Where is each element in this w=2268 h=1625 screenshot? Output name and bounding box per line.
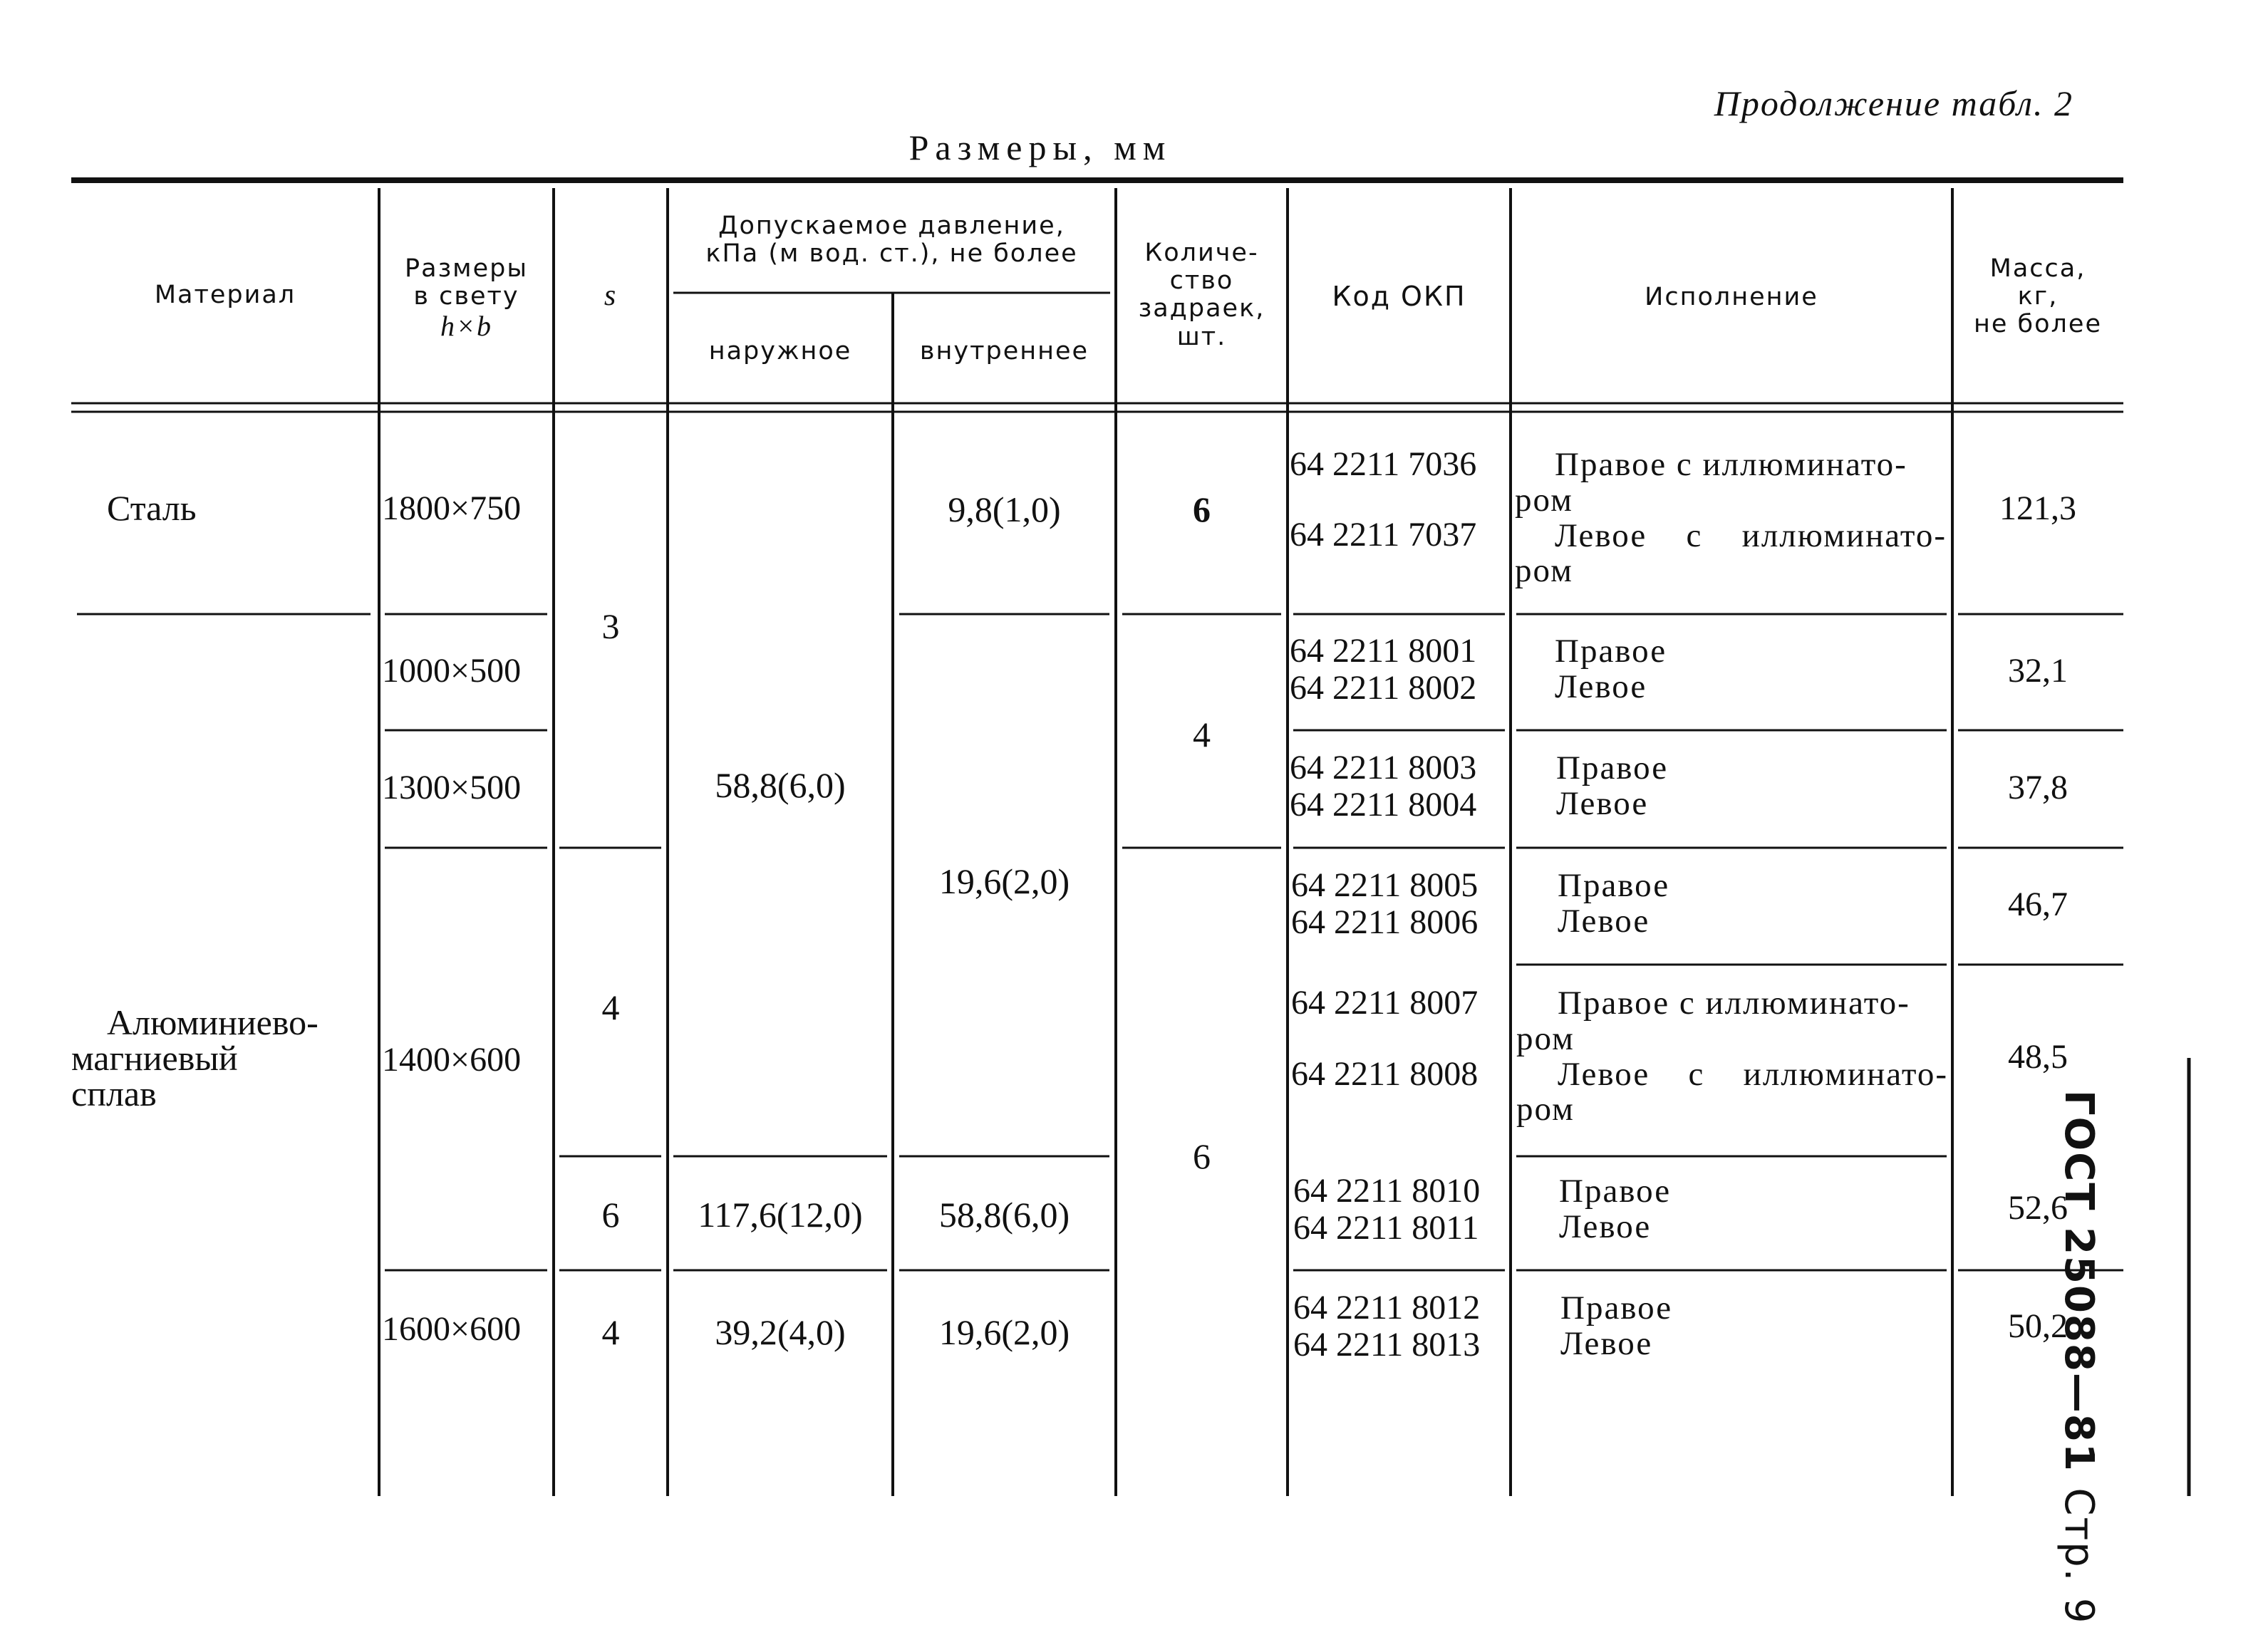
material-alloy [71,1004,319,1111]
page-number: 9 [2056,1597,2102,1625]
okp-code: 64 2211 8003 [1290,749,1477,786]
size-cell: 1300×500 [382,769,522,806]
col-header-size-line1: Размеры [405,254,528,283]
okp-code: 64 2211 8006 [1291,903,1479,941]
okp-code: 64 2211 8010 [1293,1172,1481,1210]
col-header-bolts [1116,239,1288,351]
col-header-pressure-line1: Допускаемое давление, [718,212,1065,240]
table-continuation-label: Продолжение табл. 2 [1714,83,2073,123]
col-header-mass-line2: кг, [2017,282,2059,311]
internal-pressure-cell: 19,6(2,0) [938,1312,1070,1352]
variant-cell [1516,986,1948,1128]
col-header-mass-line3: не более [1974,310,2102,339]
okp-code: 64 2211 8008 [1291,1055,1479,1093]
okp-code: 64 2211 7037 [1290,516,1477,554]
size-cell: 1600×600 [382,1310,522,1348]
variant-line: ром [1515,481,1573,519]
variant-word: с [1688,1055,1705,1093]
variant-line: Левое [1556,784,1649,822]
s-cell: 4 [601,987,620,1027]
material-alloy-line3: сплав [71,1074,157,1113]
standard-footer [2045,1090,2102,1625]
size-cell: 1000×500 [382,652,522,690]
col-header-s: s [604,279,618,312]
variant-line: Левое [1558,902,1650,940]
variant-word: иллюминато- [1741,516,1947,554]
external-pressure-cell: 117,6(12,0) [698,1195,863,1235]
variant-line: Левое [1555,668,1647,705]
okp-code: 64 2211 8001 [1290,632,1477,670]
col-header-bolts-line3: задраек, [1138,294,1265,323]
variant-line: Левое [1559,1208,1652,1245]
okp-code: 64 2211 8007 [1291,984,1479,1022]
variant-line: ром [1516,1019,1575,1057]
external-pressure-cell: 58,8(6,0) [715,765,846,805]
standard-number: ГОСТ 25088—81 [2056,1090,2102,1473]
variant-line: Правое с иллюминато- [1555,446,1907,483]
table-caption: Размеры, мм [908,128,1172,167]
variant-line [1516,1057,1948,1093]
col-header-pressure-group [668,212,1116,268]
okp-code: 64 2211 8005 [1291,866,1479,904]
size-cell: 1800×750 [382,489,522,527]
mass-cell: 52,6 [2008,1189,2068,1227]
variant-line: Правое [1558,867,1670,904]
okp-code: 64 2211 8013 [1293,1326,1481,1364]
variant-line: Правое с иллюминато- [1558,985,1910,1022]
okp-code: 64 2211 8004 [1290,786,1477,824]
variant-word: Левое [1558,1055,1650,1093]
variant-cell [1560,1291,1945,1362]
okp-code: 64 2211 8002 [1290,669,1477,707]
col-header-material: Материал [154,281,296,309]
okp-code: 64 2211 8011 [1293,1209,1479,1247]
variant-line: ром [1516,1091,1575,1128]
variant-line [1515,516,1947,554]
variant-cell [1558,868,1942,940]
col-header-size-line3: h×b [440,310,492,343]
page-label: Стр. [2056,1488,2102,1583]
variant-word: иллюминато- [1743,1055,1948,1093]
variant-line: Правое [1555,633,1667,670]
variant-cell [1555,634,1940,705]
material-alloy-line2: магниевый [71,1038,238,1078]
s-cell: 3 [601,606,620,646]
okp-code: 64 2211 7036 [1290,445,1477,483]
col-header-mass-line1: Масса, [1989,254,2086,283]
col-header-mass [1952,255,2123,339]
variant-line: ром [1515,552,1573,590]
col-header-okp: Код ОКП [1332,281,1466,312]
col-header-internal: внутреннее [919,337,1089,365]
bolts-cell: 4 [1193,715,1211,754]
material-steel: Сталь [107,488,197,528]
col-header-external: наружное [708,337,852,365]
col-header-bolts-line1: Количе- [1144,239,1259,267]
col-header-size-line2: в свету [413,282,519,311]
variant-cell [1515,447,1947,589]
variant-line: Правое [1559,1173,1672,1210]
col-header-variant: Исполнение [1645,283,1818,311]
mass-cell: 121,3 [1999,489,2076,527]
material-alloy-line1: Алюминиево- [107,1002,319,1042]
bolts-cell: 6 [1193,489,1211,529]
bolts-cell: 6 [1193,1136,1211,1176]
s-cell: 4 [601,1312,620,1352]
mass-cell: 32,1 [2008,652,2068,690]
internal-pressure-cell: 58,8(6,0) [938,1195,1070,1235]
variant-line: Правое [1556,749,1669,786]
variant-cell [1559,1174,1944,1245]
internal-pressure-cell: 9,8(1,0) [948,489,1061,529]
mass-cell: 37,8 [2008,769,2068,806]
variant-word: с [1686,516,1703,554]
col-header-bolts-line2: ство [1169,266,1234,296]
mass-cell: 50,2 [2008,1307,2068,1345]
mass-cell: 46,7 [2008,886,2068,923]
variant-line: Правое [1560,1289,1673,1327]
okp-code: 64 2211 8012 [1293,1289,1481,1327]
mass-cell: 48,5 [2008,1038,2068,1076]
col-header-pressure-line2: кПа (м вод. ст.), не более [705,239,1078,269]
variant-word: Левое [1555,516,1647,554]
size-cell: 1400×600 [382,1041,522,1079]
col-header-size [379,255,554,343]
internal-pressure-cell: 19,6(2,0) [938,861,1070,901]
external-pressure-cell: 39,2(4,0) [715,1312,846,1352]
col-header-bolts-line4: шт. [1176,322,1227,351]
variant-line: Левое [1560,1324,1653,1362]
variant-cell [1556,751,1941,822]
s-cell: 6 [601,1195,620,1235]
